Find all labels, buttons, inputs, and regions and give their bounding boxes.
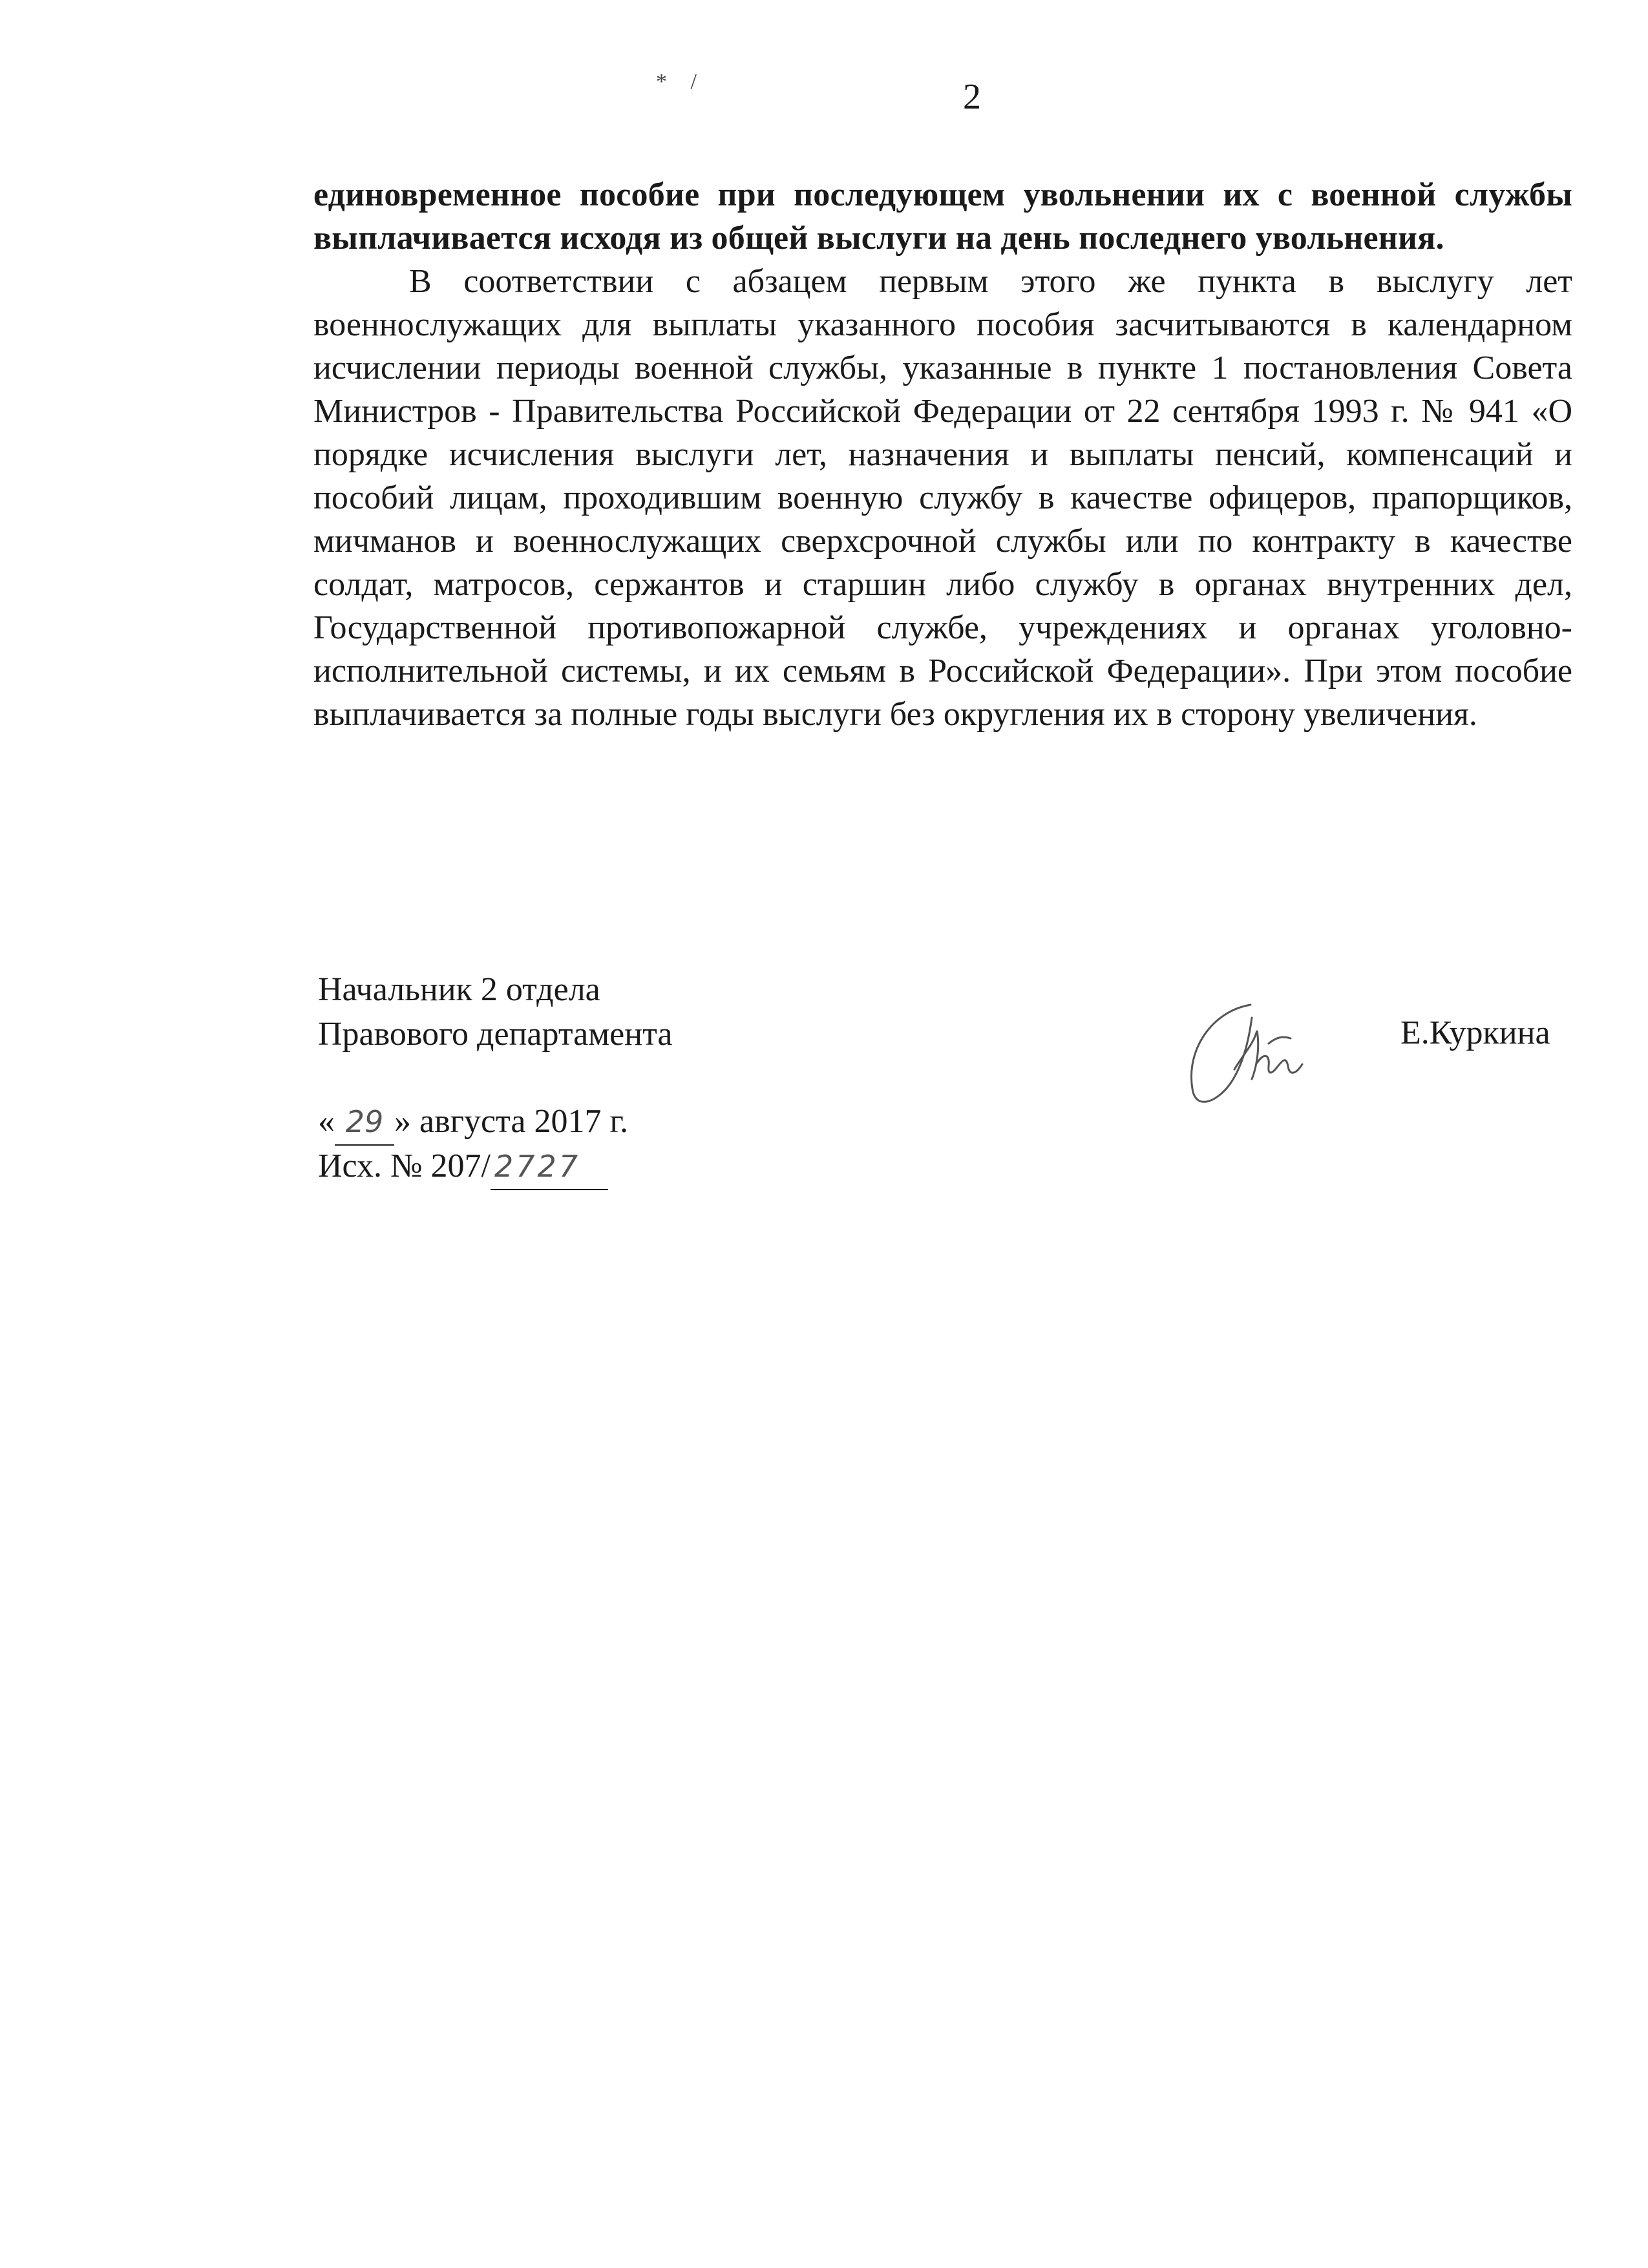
letter-body <box>313 173 1572 736</box>
date-day-handwritten: 29 <box>335 1100 394 1146</box>
lead-paragraph: единовременное пособие при последующем увольнении их с военной службы выплачивается исходя из общей выслуги на день последнего увольнения. <box>313 176 1572 257</box>
date-open-quote: « <box>318 1103 335 1140</box>
reference-prefix: Исх. № 207/ <box>318 1148 491 1184</box>
position-line-1: Начальник 2 отдела <box>318 971 600 1008</box>
signatory-position <box>318 967 673 1056</box>
main-paragraph: В соответствии с абзацем первым этого же пункта в выслугу лет военнослужащих для выплаты указанного пособия засчитываются в календарном исчислении периоды военной службы, указанные в пункте 1 постановления Совета Министров - Правительства Российской Федерации от 22 сентября 1993 г. № 941 «О порядке исчисления выслуги лет, назначения и выплаты пенсий, компенсаций и пособий лицам, проходившим военную службу в качестве офицеров, прапорщиков, мичманов и военнослужащих сверхсрочной службы или по контракту в качестве солдат, матросов, сержантов и старшин либо службу в органах внутренних дел, Государственной противопожарной службе, учреждениях и органах уголовно-исполнительной системы, и их семьям в Российской Федерации». При этом пособие выплачивается за полные годы выслуги без округления их в сторону увеличения. <box>313 263 1572 733</box>
scan-specks: * / <box>656 70 706 94</box>
position-line-2: Правового департамента <box>318 1016 673 1053</box>
signer-name: Е.Куркина <box>1400 1014 1550 1051</box>
handwritten-signature <box>1173 992 1322 1121</box>
document-date <box>318 1099 628 1146</box>
date-month-year: » августа 2017 г. <box>394 1103 628 1140</box>
page-number: 2 <box>963 77 981 117</box>
reference-number-handwritten: 2727 <box>491 1144 608 1190</box>
outgoing-reference <box>318 1144 608 1190</box>
